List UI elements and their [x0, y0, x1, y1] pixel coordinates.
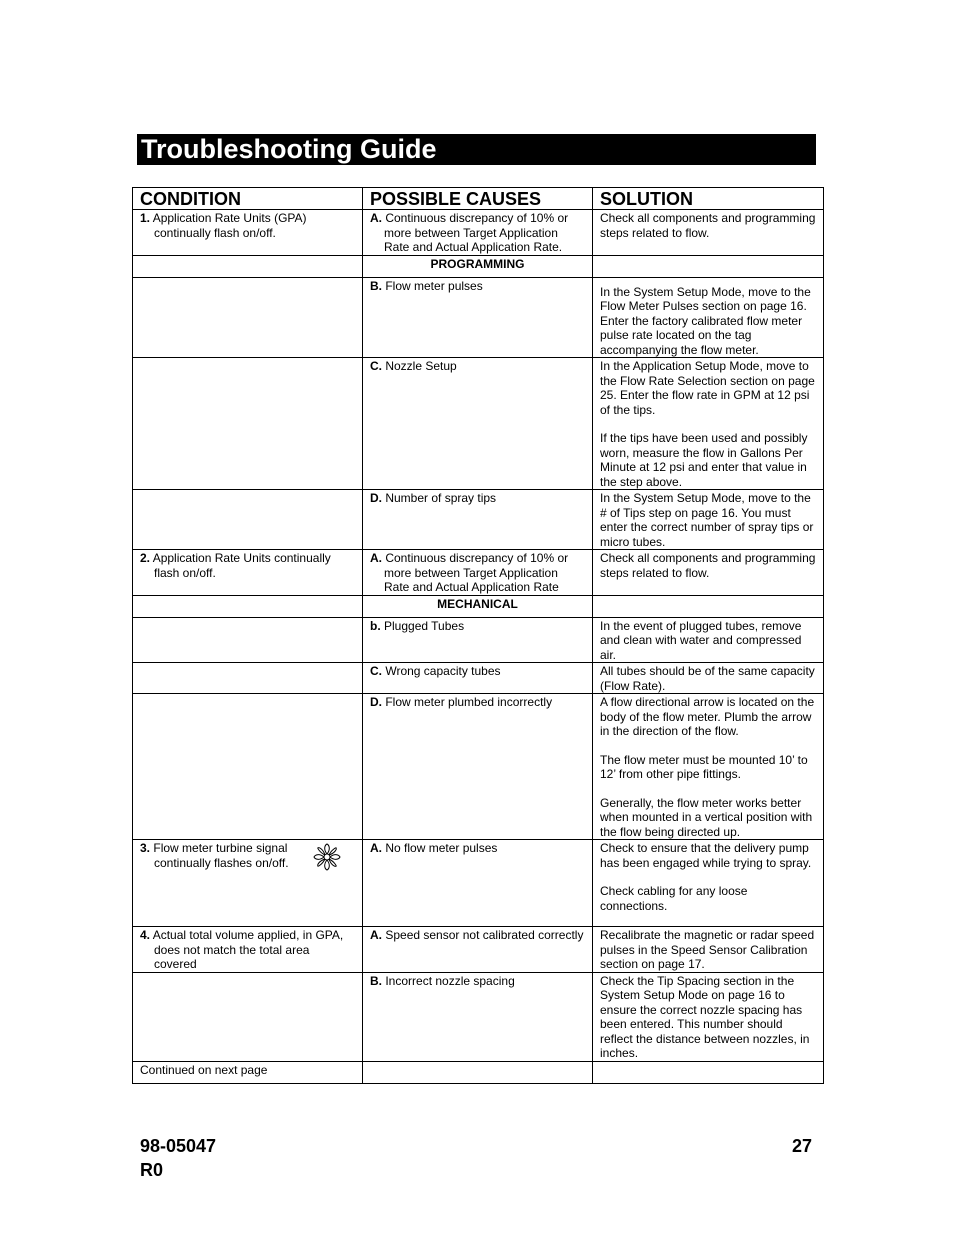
table-row — [133, 663, 824, 694]
cause-cell: A. Speed sensor not calibrated correctly — [363, 927, 593, 973]
condition-cell: 2. Application Rate Units continually flash on/off. — [133, 550, 363, 596]
section-row — [133, 595, 824, 617]
continued-note: Continued on next page — [133, 1061, 363, 1083]
table-row — [133, 210, 824, 256]
cause-cell: A. Continuous discrepancy of 10% or more between Target Application Rate and Actual Application Rate. — [363, 210, 593, 256]
title-bar — [137, 134, 816, 165]
condition-cell: 4. Actual total volume applied, in GPA, does not match the total area covered — [133, 927, 363, 973]
solution-cell: In the System Setup Mode, move to the # of Tips step on page 16. You must enter the correct number of spray tips or micro tubes. — [593, 490, 824, 550]
page-number: 27 — [792, 1136, 813, 1156]
section-mechanical: MECHANICAL — [363, 595, 593, 617]
table-row — [133, 972, 824, 1061]
solution-cell: In the System Setup Mode, move to the Flow Meter Pulses section on page 16. Enter the factory calibrated flow meter pulse rate located on the tag accompanying the flow meter. — [593, 277, 824, 358]
table-row — [133, 277, 824, 358]
solution-cell: In the Application Setup Mode, move to the Flow Rate Selection section on page 25. Enter the flow rate in GPM at 12 psi of the tips. If the tips have been used and possibly worn, measure the flow in Gallons Per Minute at 12 psi and enter that value in the step above. — [593, 358, 824, 490]
solution-cell: In the event of plugged tubes, remove and clean with water and compressed air. — [593, 617, 824, 663]
cause-cell: D. Flow meter plumbed incorrectly — [363, 694, 593, 840]
turbine-flash-icon — [313, 843, 341, 875]
cause-cell: B. Incorrect nozzle spacing — [363, 972, 593, 1061]
table-row — [133, 617, 824, 663]
cause-cell: A. No flow meter pulses — [363, 840, 593, 927]
section-row — [133, 255, 824, 277]
page-title: Troubleshooting Guide — [141, 134, 437, 164]
table-row — [133, 358, 824, 490]
solution-cell: A flow directional arrow is located on the body of the flow meter. Plumb the arrow in the direction of the flow. The flow meter must be mounted 10’ to 12’ from other pipe fittings. Generally, the flow meter works better when mounted in a vertical position with the flow being directed up. — [593, 694, 824, 840]
table-row — [133, 550, 824, 596]
troubleshooting-table — [132, 187, 824, 1084]
cause-cell: C. Nozzle Setup — [363, 358, 593, 490]
condition-cell: 3. Flow meter turbine signal continually flashes on/off. — [133, 840, 363, 927]
causes-header: POSSIBLE CAUSES — [363, 188, 593, 210]
cause-cell: A. Continuous discrepancy of 10% or more between Target Application Rate and Actual Application Rate — [363, 550, 593, 596]
cause-cell: D. Number of spray tips — [363, 490, 593, 550]
solution-cell: Check all components and programming steps related to flow. — [593, 210, 824, 256]
solution-cell: Check to ensure that the delivery pump has been engaged while trying to spray. Check cabling for any loose connections. — [593, 840, 824, 927]
continued-row — [133, 1061, 824, 1083]
revision: R0 — [140, 1160, 164, 1180]
table-row — [133, 694, 824, 840]
solution-cell: Check the Tip Spacing section in the System Setup Mode on page 16 to ensure the correct nozzle spacing has been entered. This number should reflect the distance between nozzles, in inches. — [593, 972, 824, 1061]
solution-cell: All tubes should be of the same capacity (Flow Rate). — [593, 663, 824, 694]
condition-cell: 1. Application Rate Units (GPA) continually flash on/off. — [133, 210, 363, 256]
cause-cell: b. Plugged Tubes — [363, 617, 593, 663]
cause-cell: C. Wrong capacity tubes — [363, 663, 593, 694]
solution-header: SOLUTION — [593, 188, 824, 210]
table-row — [133, 490, 824, 550]
table-row — [133, 927, 824, 973]
condition-header: CONDITION — [133, 188, 363, 210]
section-programming: PROGRAMMING — [363, 255, 593, 277]
header-row — [133, 188, 824, 210]
cause-cell: B. Flow meter pulses — [363, 277, 593, 358]
solution-cell: Check all components and programming steps related to flow. — [593, 550, 824, 596]
solution-cell: Recalibrate the magnetic or radar speed pulses in the Speed Sensor Calibration section on page 17. — [593, 927, 824, 973]
doc-number: 98-05047 R0 — [140, 1136, 217, 1180]
table-row — [133, 840, 824, 927]
